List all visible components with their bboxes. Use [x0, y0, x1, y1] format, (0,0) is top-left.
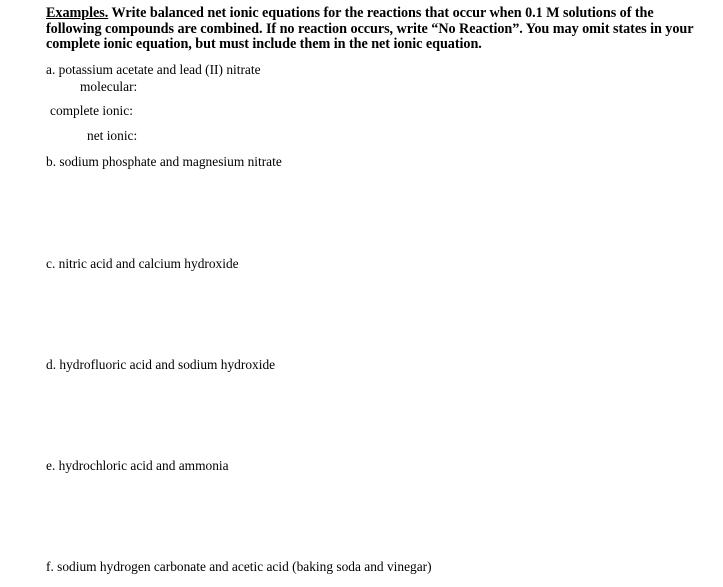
problem-b-prompt: b. sodium phosphate and magnesium nitrate — [46, 154, 282, 169]
problem-a-prompt: a. potassium acetate and lead (II) nitrate — [46, 62, 261, 77]
examples-heading: Examples. — [46, 5, 109, 21]
problem-c-prompt: c. nitric acid and calcium hydroxide — [46, 256, 239, 271]
problem-f-prompt: f. sodium hydrogen carbonate and acetic acid (baking soda and vinegar) — [46, 559, 432, 574]
problem-d-prompt: d. hydrofluoric acid and sodium hydroxide — [46, 357, 276, 372]
instructions-text: Write balanced net ionic equations for the reactions that occur when 0.1 M solutions of the following compounds are combined. If no reaction occurs, write “No Reaction”. You may omit states in your complete ionic equation, but must include them in the net ionic equation. — [46, 5, 694, 52]
instructions-paragraph — [46, 6, 708, 53]
problem-a-net-ionic-label: net ionic: — [87, 128, 138, 143]
problem-a-complete-ionic-label: complete ionic: — [50, 103, 133, 118]
problem-a-molecular-label: molecular: — [80, 79, 138, 94]
problem-e-prompt: e. hydrochloric acid and ammonia — [46, 458, 229, 473]
